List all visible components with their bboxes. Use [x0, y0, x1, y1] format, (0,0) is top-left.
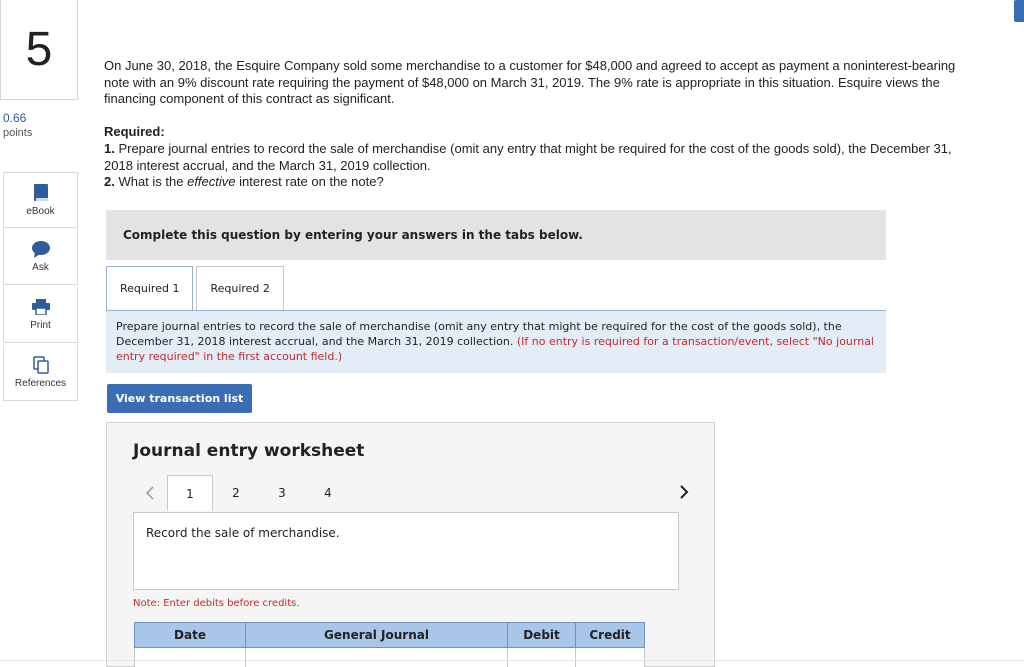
requirement-1-text: Prepare journal entries to record the sale of merchandise (omit any entry that might be required for the cost of the goods sold), the December 31, 2018 interest accrual, and the March 31, 2019 collection. [104, 141, 952, 173]
worksheet-pager [133, 475, 351, 511]
ask-button[interactable] [3, 229, 78, 285]
tab-required-1[interactable]: Required 1 [106, 266, 193, 310]
page-bottom-divider [0, 660, 1024, 661]
worksheet-title: Journal entry worksheet [133, 441, 365, 461]
requirement-2-emphasis: effective [187, 174, 236, 189]
instructions-main: Prepare journal entries to record the sale of merchandise (omit any entry that might be required for the cost of the goods sold), the December 31, 2018 interest accrual, and the March 31, 2019 collection. [116, 320, 842, 348]
column-credit: Credit [576, 623, 645, 648]
previous-page-icon[interactable] [133, 476, 167, 510]
column-general-journal: General Journal [246, 623, 508, 648]
table-row [135, 648, 645, 667]
points-value: 0.66 [3, 111, 27, 125]
instructions-hint: (If no entry is required for a transaction/event, select "No journal entry required" in the first account field.) [116, 334, 874, 363]
print-button[interactable] [3, 287, 78, 343]
book-icon [33, 183, 49, 203]
page-4[interactable]: 4 [324, 486, 332, 500]
question-number: 5 [0, 0, 78, 100]
required-heading: Required: [104, 124, 165, 139]
tab-instructions [106, 311, 886, 373]
references-button[interactable] [3, 345, 78, 401]
account-select[interactable] [246, 648, 508, 667]
journal-entry-worksheet [106, 422, 715, 667]
references-label: References [14, 378, 67, 389]
printer-icon [32, 297, 50, 317]
debit-input[interactable] [508, 648, 576, 667]
problem-text: On June 30, 2018, the Esquire Company sold some merchandise to a customer for $48,000 and agreed to accept as payment a noninterest-bearing note with an 9% discount rate requiring the payment of $48,000 on March 31, 2019. The 9% rate is appropriate in this situation. Esquire views the financing component of this contract as significant. [104, 58, 956, 106]
instruction-banner: Complete this question by entering your answers in the tabs below. [106, 210, 886, 260]
requirement-1 [104, 141, 964, 174]
credit-input[interactable] [576, 648, 645, 667]
requirement-2 [104, 174, 384, 189]
page-1[interactable]: 1 [167, 475, 213, 511]
column-date: Date [135, 623, 246, 648]
page-2[interactable]: 2 [232, 486, 240, 500]
next-page-icon[interactable] [669, 475, 699, 509]
debits-note: Note: Enter debits before credits. [133, 598, 300, 609]
page-3[interactable]: 3 [278, 486, 286, 500]
requirement-2-number: 2. [104, 174, 115, 189]
points-label: points [3, 127, 33, 139]
view-transaction-list-button[interactable]: View transaction list [107, 384, 252, 413]
ebook-label: eBook [26, 206, 55, 217]
date-select[interactable] [135, 648, 246, 667]
entry-description-box: Record the sale of merchandise. [133, 512, 679, 590]
chat-bubble-icon [31, 239, 51, 259]
print-label: Print [30, 320, 51, 331]
column-debit: Debit [508, 623, 576, 648]
requirement-1-number: 1. [104, 141, 115, 156]
ask-label: Ask [32, 262, 49, 273]
requirement-2-text-post: interest rate on the note? [235, 174, 384, 189]
requirement-tabs [106, 266, 284, 310]
documents-icon [33, 355, 49, 375]
tab-required-2[interactable]: Required 2 [196, 266, 283, 310]
scroll-indicator[interactable] [1014, 0, 1024, 22]
requirement-2-text-pre: What is the [114, 174, 188, 189]
ebook-button[interactable] [3, 172, 78, 228]
